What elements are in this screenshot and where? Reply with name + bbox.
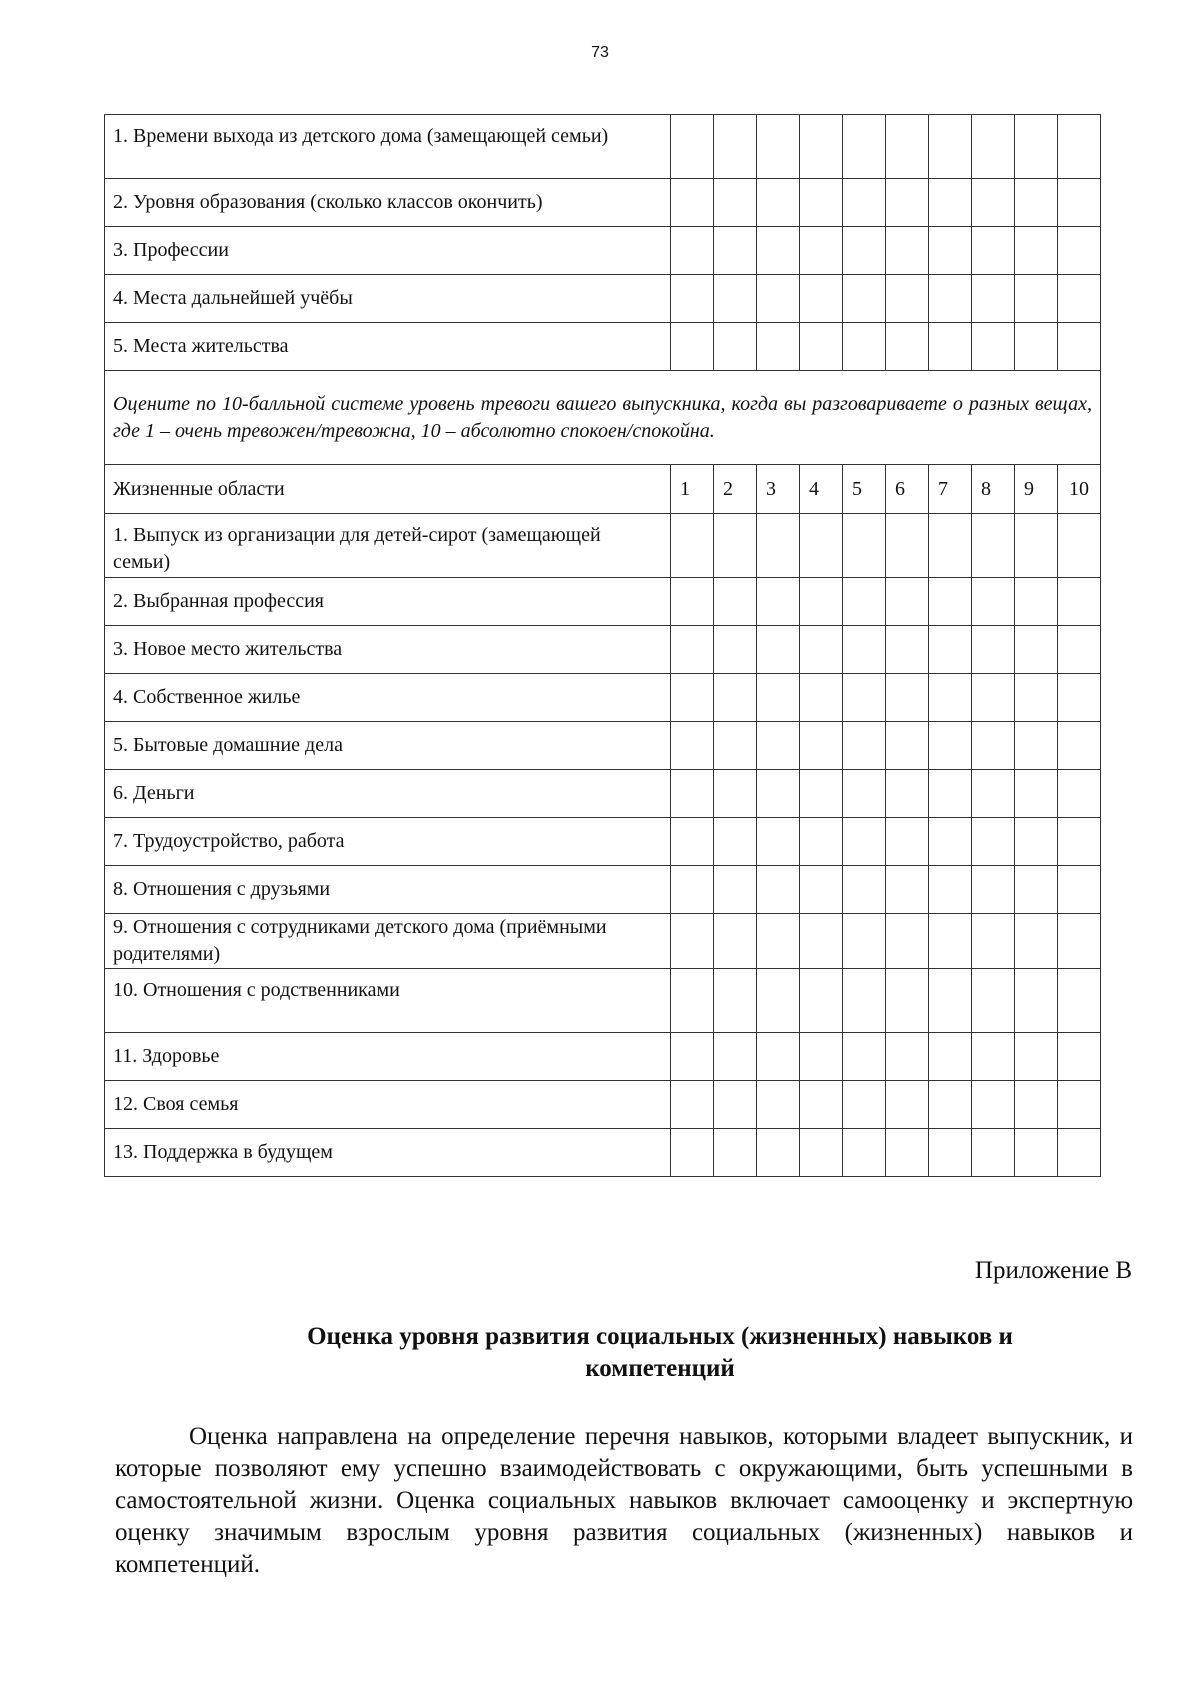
rating-cell[interactable] [843,514,886,578]
rating-cell[interactable] [972,227,1015,275]
rating-cell[interactable] [800,722,843,770]
rating-cell[interactable] [886,818,929,866]
rating-cell[interactable] [757,1129,800,1177]
rating-cell[interactable] [800,227,843,275]
instruction-text: Оцените по 10-балльной системе уровень тревоги вашего выпускника, когда вы разговариваете о разных вещах, где 1 – очень тревожен/тревожна, 10 – абсолютно спокоен/спокойна. [105,371,1101,465]
rating-cell[interactable] [757,323,800,371]
rating-cell[interactable] [1058,115,1101,179]
table-row [105,1129,1101,1177]
appendix-label: Приложение В [974,1257,1132,1284]
rating-cell[interactable] [1015,179,1058,227]
scale-header-1: 1 [671,465,714,514]
rating-cell[interactable] [1015,275,1058,323]
rating-cell[interactable] [714,227,757,275]
rating-cell[interactable] [1015,578,1058,626]
rating-cell[interactable] [671,866,714,914]
row-label: 3. Профессии [105,227,671,275]
rating-cell[interactable] [1015,914,1058,969]
table-row [105,818,1101,866]
rating-cell[interactable] [929,866,972,914]
rating-cell[interactable] [886,227,929,275]
rating-cell[interactable] [929,179,972,227]
rating-cell[interactable] [757,275,800,323]
rating-cell[interactable] [843,227,886,275]
rating-cell[interactable] [714,866,757,914]
rating-cell[interactable] [671,1081,714,1129]
rating-cell[interactable] [800,914,843,969]
table-row [105,227,1101,275]
rating-cell[interactable] [972,179,1015,227]
rating-cell[interactable] [757,115,800,179]
rating-cell[interactable] [929,770,972,818]
rating-cell[interactable] [671,1033,714,1081]
rating-cell[interactable] [714,323,757,371]
rating-cell[interactable] [972,115,1015,179]
rating-cell[interactable] [757,179,800,227]
rating-cell[interactable] [886,674,929,722]
rating-cell[interactable] [757,227,800,275]
rating-cell[interactable] [757,818,800,866]
rating-cell[interactable] [972,818,1015,866]
rating-cell[interactable] [1058,275,1101,323]
rating-cell[interactable] [886,866,929,914]
rating-cell[interactable] [929,818,972,866]
rating-cell[interactable] [714,969,757,1033]
rating-cell[interactable] [886,514,929,578]
rating-cell[interactable] [671,115,714,179]
rating-cell[interactable] [972,722,1015,770]
rating-cell[interactable] [972,914,1015,969]
rating-cell[interactable] [800,514,843,578]
rating-cell[interactable] [843,818,886,866]
rating-cell[interactable] [714,914,757,969]
rating-cell[interactable] [1015,227,1058,275]
rating-cell[interactable] [714,275,757,323]
row-label: 5. Места жительства [105,323,671,371]
rating-cell[interactable] [1015,674,1058,722]
rating-cell[interactable] [972,866,1015,914]
rating-cell[interactable] [929,1129,972,1177]
table-row [105,626,1101,674]
rating-cell[interactable] [929,914,972,969]
rating-cell[interactable] [929,1081,972,1129]
table-row [105,969,1101,1033]
rating-cell[interactable] [1058,323,1101,371]
section-title: Оценка уровня развития социальных (жизненных) навыков и компетенций [307,1323,1013,1382]
rating-cell[interactable] [757,1033,800,1081]
rating-cell[interactable] [929,275,972,323]
scale-header-4: 4 [800,465,843,514]
instruction-row [105,371,1101,465]
header-life-areas: Жизненные области [105,465,671,514]
rating-cell[interactable] [671,818,714,866]
rating-cell[interactable] [714,626,757,674]
section1-rows [105,115,1101,371]
scale-header-6: 6 [886,465,929,514]
rating-cell[interactable] [886,914,929,969]
rating-cell[interactable] [800,674,843,722]
rating-cell[interactable] [886,115,929,179]
rating-cell[interactable] [972,1033,1015,1081]
table-row [105,722,1101,770]
rating-cell[interactable] [843,323,886,371]
rating-cell[interactable] [1058,1129,1101,1177]
rating-cell[interactable] [800,275,843,323]
rating-cell[interactable] [714,1081,757,1129]
rating-cell[interactable] [929,674,972,722]
row-label: 1. Времени выхода из детского дома (замещающей семьи) [105,115,671,179]
rating-cell[interactable] [1058,914,1101,969]
rating-cell[interactable] [800,115,843,179]
row-label: 10. Отношения с родственниками [105,969,671,1033]
table-row [105,578,1101,626]
rating-cell[interactable] [843,275,886,323]
scale-header-2: 2 [714,465,757,514]
rating-cell[interactable] [714,514,757,578]
rating-cell[interactable] [671,1129,714,1177]
rating-cell[interactable] [843,969,886,1033]
rating-cell[interactable] [671,179,714,227]
rating-cell[interactable] [757,514,800,578]
table-row [105,866,1101,914]
rating-cell[interactable] [1058,227,1101,275]
rating-cell[interactable] [1058,969,1101,1033]
rating-cell[interactable] [886,179,929,227]
rating-cell[interactable] [1058,722,1101,770]
rating-cell[interactable] [886,275,929,323]
rating-cell[interactable] [1058,514,1101,578]
rating-cell[interactable] [972,275,1015,323]
rating-cell[interactable] [714,770,757,818]
rating-cell[interactable] [843,914,886,969]
rating-cell[interactable] [929,323,972,371]
rating-cell[interactable] [972,1129,1015,1177]
rating-cell[interactable] [972,770,1015,818]
scale-header-7: 7 [929,465,972,514]
rating-cell[interactable] [671,722,714,770]
table-row [105,914,1101,969]
scale-header-3: 3 [757,465,800,514]
rating-cell[interactable] [671,323,714,371]
rating-cell[interactable] [714,1033,757,1081]
rating-cell[interactable] [929,626,972,674]
rating-cell[interactable] [800,969,843,1033]
rating-cell[interactable] [671,514,714,578]
rating-cell[interactable] [929,227,972,275]
rating-cell[interactable] [714,1129,757,1177]
rating-cell[interactable] [886,722,929,770]
row-label: 7. Трудоустройство, работа [105,818,671,866]
rating-cell[interactable] [972,323,1015,371]
rating-cell[interactable] [886,578,929,626]
rating-cell[interactable] [886,770,929,818]
scale-header-8: 8 [972,465,1015,514]
rating-cell[interactable] [929,722,972,770]
rating-cell[interactable] [1058,1081,1101,1129]
scale-header-5: 5 [843,465,886,514]
scale-header-10: 10 [1058,465,1101,514]
row-label: 8. Отношения с друзьями [105,866,671,914]
rating-cell[interactable] [1058,1033,1101,1081]
rating-cell[interactable] [886,1129,929,1177]
rating-cell[interactable] [757,722,800,770]
rating-cell[interactable] [714,722,757,770]
rating-cell[interactable] [843,722,886,770]
rating-cell[interactable] [972,626,1015,674]
rating-cell[interactable] [800,1081,843,1129]
rating-cell[interactable] [843,1081,886,1129]
rating-cell[interactable] [886,1033,929,1081]
rating-cell[interactable] [800,323,843,371]
row-label: 12. Своя семья [105,1081,671,1129]
rating-cell[interactable] [1015,969,1058,1033]
row-label: 4. Собственное жилье [105,674,671,722]
row-label: 13. Поддержка в будущем [105,1129,671,1177]
rating-cell[interactable] [843,770,886,818]
table-row [105,323,1101,371]
rating-cell[interactable] [671,227,714,275]
row-label: 9. Отношения с сотрудниками детского дома (приёмными родителями) [105,914,671,969]
rating-cell[interactable] [929,1033,972,1081]
rating-cell[interactable] [800,770,843,818]
table-row [105,674,1101,722]
row-label: 2. Уровня образования (сколько классов окончить) [105,179,671,227]
rating-cell[interactable] [671,275,714,323]
rating-cell[interactable] [800,626,843,674]
rating-cell[interactable] [671,626,714,674]
rating-cell[interactable] [886,969,929,1033]
rating-cell[interactable] [714,115,757,179]
page-number: 73 [591,44,609,61]
row-label: 6. Деньги [105,770,671,818]
rating-cell[interactable] [1058,626,1101,674]
rating-cell[interactable] [800,818,843,866]
rating-cell[interactable] [671,578,714,626]
table-row [105,275,1101,323]
rating-cell[interactable] [886,626,929,674]
table-row [105,1081,1101,1129]
rating-cell[interactable] [929,514,972,578]
section2-rows [105,514,1101,1177]
row-label: 4. Места дальнейшей учёбы [105,275,671,323]
rating-cell[interactable] [972,514,1015,578]
rating-cell[interactable] [1058,179,1101,227]
rating-cell[interactable] [800,578,843,626]
rating-cell[interactable] [843,866,886,914]
rating-cell[interactable] [1058,674,1101,722]
rating-cell[interactable] [1015,1129,1058,1177]
rating-cell[interactable] [757,578,800,626]
rating-cell[interactable] [972,969,1015,1033]
rating-cell[interactable] [757,1081,800,1129]
table-row [105,770,1101,818]
rating-cell[interactable] [757,914,800,969]
rating-cell[interactable] [800,866,843,914]
rating-cell[interactable] [671,914,714,969]
rating-cell[interactable] [800,179,843,227]
rating-cell[interactable] [929,115,972,179]
rating-cell[interactable] [1058,866,1101,914]
table-row [105,115,1101,179]
rating-cell[interactable] [714,674,757,722]
rating-cell[interactable] [757,674,800,722]
rating-cell[interactable] [972,674,1015,722]
row-label: 3. Новое место жительства [105,626,671,674]
rating-cell[interactable] [1015,626,1058,674]
row-label: 1. Выпуск из организации для детей-сирот (замещающей семьи) [105,514,671,578]
rating-cell[interactable] [1015,722,1058,770]
rating-cell[interactable] [886,1081,929,1129]
rating-cell[interactable] [886,323,929,371]
rating-cell[interactable] [1058,818,1101,866]
row-label: 5. Бытовые домашние дела [105,722,671,770]
rating-cell[interactable] [843,1033,886,1081]
rating-cell[interactable] [1015,1081,1058,1129]
anxiety-rating-table [104,114,1101,1177]
rating-cell[interactable] [972,1081,1015,1129]
rating-cell[interactable] [1015,866,1058,914]
rating-cell[interactable] [1015,514,1058,578]
table-row [105,1033,1101,1081]
table-header-row [105,465,1101,514]
rating-cell[interactable] [757,969,800,1033]
rating-cell[interactable] [714,818,757,866]
rating-cell[interactable] [1015,818,1058,866]
rating-cell[interactable] [929,969,972,1033]
table-row [105,179,1101,227]
rating-cell[interactable] [800,1033,843,1081]
rating-cell[interactable] [671,674,714,722]
rating-cell[interactable] [843,626,886,674]
rating-cell[interactable] [757,866,800,914]
rating-cell[interactable] [843,179,886,227]
rating-cell[interactable] [800,1129,843,1177]
rating-cell[interactable] [1015,770,1058,818]
rating-cell[interactable] [671,969,714,1033]
row-label: 2. Выбранная профессия [105,578,671,626]
rating-cell[interactable] [757,626,800,674]
rating-cell[interactable] [843,115,886,179]
rating-cell[interactable] [757,770,800,818]
rating-cell[interactable] [843,674,886,722]
body-paragraph: Оценка направлена на определение перечня навыков, которыми владеет выпускник, и которые позволяют ему успешно взаимодействовать с окружающими, быть успешными в самостоятельной жизни. Оценка социальных навыков включает самооценку и экспертную оценку значимым взрослым уровня развития социальных (жизненных) навыков и компетенций. [115,1423,1133,1578]
rating-cell[interactable] [929,578,972,626]
row-label: 11. Здоровье [105,1033,671,1081]
table-row [105,514,1101,578]
rating-cell[interactable] [843,578,886,626]
rating-cell[interactable] [1058,770,1101,818]
rating-cell[interactable] [714,179,757,227]
rating-cell[interactable] [972,578,1015,626]
rating-cell[interactable] [843,1129,886,1177]
rating-cell[interactable] [1015,323,1058,371]
rating-cell[interactable] [671,770,714,818]
instruction-block [105,371,1101,514]
rating-cell[interactable] [1015,1033,1058,1081]
rating-cell[interactable] [1015,115,1058,179]
rating-cell[interactable] [714,578,757,626]
rating-cell[interactable] [1058,578,1101,626]
scale-header-9: 9 [1015,465,1058,514]
